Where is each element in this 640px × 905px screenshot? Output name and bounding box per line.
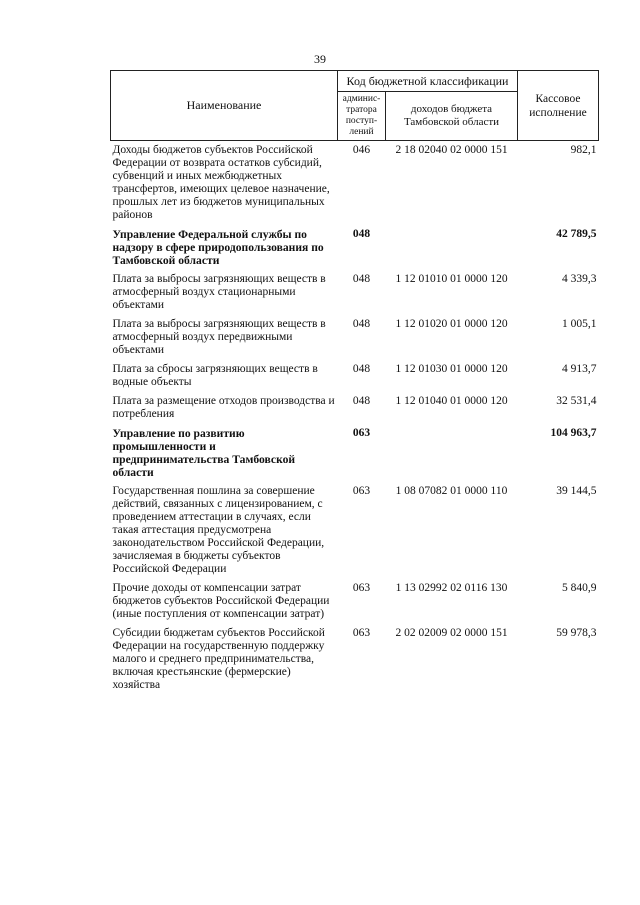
table-row [111, 363, 599, 395]
row-revenue-code: 1 12 01020 01 0000 120 [395, 318, 508, 330]
row-amount: 4 913,7 [562, 363, 597, 375]
row-name: Плата за размещение отходов производства и потребления [112, 395, 335, 420]
row-amount: 5 840,9 [562, 582, 597, 594]
row-amount: 59 978,3 [556, 627, 597, 639]
page-number: 39 [314, 52, 326, 66]
row-amount: 982,1 [570, 144, 597, 156]
table-row [111, 485, 599, 582]
row-name: Управление по развитию промышленности и предпринимательства Тамбовской области [112, 427, 296, 479]
table-row [111, 395, 599, 427]
row-amount: 42 789,5 [556, 228, 597, 240]
row-name: Плата за выбросы загрязняющих веществ в атмосферный воздух передвижными объектами [112, 318, 326, 356]
header-admin-code: админис-тратора поступ-лений [338, 92, 386, 141]
row-admin-code: 048 [352, 395, 371, 407]
header-execution: Кассовое исполнение [518, 71, 599, 141]
row-admin-code: 048 [352, 363, 371, 375]
row-revenue-code: 1 12 01030 01 0000 120 [395, 363, 508, 375]
row-revenue-code: 1 08 07082 01 0000 110 [395, 485, 508, 497]
table-row [111, 318, 599, 363]
row-amount: 104 963,7 [550, 427, 597, 439]
row-revenue-code [386, 427, 518, 485]
row-amount: 4 339,3 [562, 273, 597, 285]
row-revenue-code: 1 12 01010 01 0000 120 [395, 273, 508, 285]
row-amount: 32 531,4 [556, 395, 597, 407]
table-body [111, 141, 599, 699]
row-admin-code: 063 [352, 485, 371, 497]
row-admin-code: 063 [352, 627, 371, 639]
row-amount: 1 005,1 [562, 318, 597, 330]
header-name: Наименование [111, 71, 338, 141]
budget-table [110, 70, 599, 698]
row-name: Государственная пошлина за совершение действий, связанных с лицензированием, с проведением аттестации в случаях, если такая аттестация предусмотрена законодательством Российской Федерации, зачисляемая в бюджеты субъектов Российской Федерации [112, 485, 325, 575]
header-classification-code: Код бюджетной классификации [338, 71, 518, 92]
table-row [111, 141, 599, 229]
row-revenue-code: 2 18 02040 02 0000 151 [395, 144, 508, 156]
row-admin-code: 048 [352, 273, 371, 285]
row-name: Субсидии бюджетам субъектов Российской Федерации на государственную поддержку малого и среднего предпринимательства, включая крестьянские (фермерские) хозяйства [112, 627, 325, 691]
table-row [111, 427, 599, 485]
row-name: Плата за выбросы загрязняющих веществ в атмосферный воздух стационарными объектами [112, 273, 326, 311]
table-row [111, 582, 599, 627]
row-admin-code: 048 [352, 228, 371, 240]
row-name: Доходы бюджетов субъектов Российской Федерации от возврата остатков субсидий, субвенций и иных межбюджетных трансфертов, имеющих целевое назначение, прошлых лет из бюджетов муниципальных районов [112, 144, 330, 221]
row-revenue-code [386, 228, 518, 273]
row-name: Плата за сбросы загрязняющих веществ в водные объекты [112, 363, 318, 388]
row-admin-code: 063 [352, 427, 371, 439]
row-name: Управление Федеральной службы по надзору в сфере природопользования по Тамбовской области [112, 228, 324, 267]
table-row [111, 228, 599, 273]
header-revenue-code: доходов бюджета Тамбовской области [386, 92, 518, 141]
row-admin-code: 063 [352, 582, 371, 594]
row-admin-code: 048 [352, 318, 371, 330]
table-header [111, 71, 599, 141]
table-row [111, 273, 599, 318]
row-revenue-code: 1 13 02992 02 0116 130 [395, 582, 508, 594]
row-name: Прочие доходы от компенсации затрат бюджетов субъектов Российской Федерации (иные поступления от компенсации затрат) [112, 582, 330, 620]
row-admin-code: 046 [352, 144, 371, 156]
row-amount: 39 144,5 [556, 485, 597, 497]
table-row [111, 627, 599, 698]
row-revenue-code: 1 12 01040 01 0000 120 [395, 395, 508, 407]
row-revenue-code: 2 02 02009 02 0000 151 [395, 627, 508, 639]
